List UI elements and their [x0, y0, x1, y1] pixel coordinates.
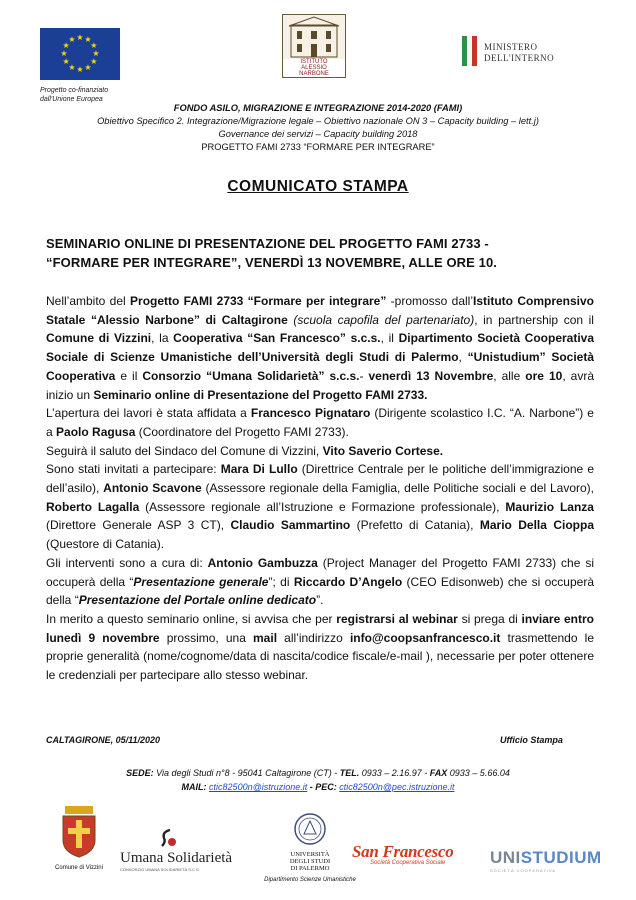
- umana-name: Umana Solidarietà: [120, 850, 233, 866]
- unistudium-logo: [490, 848, 602, 873]
- paragraph-speakers: Gli interventi sono a cura di: Antonio Gambuzza (Project Manager del Progetto FAMI 2733) che si occuperà della “Presentazione generale”; di Riccardo D’Angelo (CEO Edisonweb) che si occuperà della “Presentazione del Portale online dedicato”.: [46, 555, 594, 608]
- ministry-name-line: MINISTERO: [484, 42, 538, 52]
- eu-star-icon: ★: [62, 41, 70, 50]
- ministry-name-line: DELL'INTERNO: [484, 53, 555, 63]
- eu-star-icon: ★: [62, 57, 70, 66]
- address-line: [0, 768, 636, 778]
- registration-email-link[interactable]: info@coopsanfrancesco.it: [349, 630, 501, 645]
- pec-label: - PEC:: [307, 782, 337, 792]
- paragraph-opening: L’apertura dei lavori è stata affidata a Francesco Pignataro (Dirigente scolastico I.C. “A. Narbone”) e a Paolo Ragusa (Coordinatore del Progetto FAMI 2733).: [46, 406, 594, 439]
- unipa-logo: [264, 812, 356, 883]
- umana-subtitle: CONSORZIO UMANA SOLIDARIETÀ S.C.S.: [120, 867, 200, 872]
- program-fund-line: FONDO ASILO, MIGRAZIONE E INTEGRAZIONE 2014-2020 (FAMI): [173, 103, 463, 113]
- eu-star-icon: ★: [84, 62, 92, 72]
- paragraph-intro: Nell’ambito del Progetto FAMI 2733 “Formare per integrare” -promosso dall’Istituto Comprensivo Statale “Alessio Narbone” di Caltagirone (scuola capofila del partenariato), in partnership con il Comune di Vizzini, la Cooperativa “San Francesco” s.c.s., il Dipartimento Società Cooperativa Sociale di Scienze Umanistiche dell’Università degli Studi di Palermo, “Unistudium” Società Cooperativa e il Consorzio “Umana Solidarietà” s.c.s.- venerdì 13 Novembre, alle ore 10, avrà inizio un Seminario online di Presentazione del Progetto FAMI 2733.: [46, 294, 595, 402]
- press-office-label: Ufficio Stampa: [500, 735, 563, 745]
- ministry-logo: [462, 36, 602, 72]
- page-title: COMUNICATO STAMPA: [227, 178, 409, 195]
- seminar-heading-line: SEMINARIO ONLINE DI PRESENTAZIONE DEL PROGETTO FAMI 2733 -: [46, 236, 489, 251]
- unistudium-name-a: UNI: [490, 848, 521, 867]
- eu-caption-line: dall'Unione Europea: [40, 96, 103, 103]
- eu-caption-line: Progetto co-finanziato: [40, 87, 109, 94]
- unipa-department: Dipartimento Scienze Umanistiche: [264, 877, 356, 883]
- vizzini-crest-icon: [59, 806, 99, 858]
- program-governance-line: Governance dei servizi – Capacity building 2018: [218, 129, 418, 139]
- place-and-date: CALTAGIRONE, 05/11/2020: [46, 735, 161, 745]
- program-objective-line: Obiettivo Specifico 2. Integrazione/Migrazione legale – Obiettivo nazionale ON 3 – Capacity building – lett.j): [97, 116, 539, 126]
- mail-label: MAIL:: [181, 782, 207, 792]
- fax-value: 0933 – 5.66.04: [447, 768, 510, 778]
- unipa-name-line: DEGLI STUDI: [289, 858, 331, 865]
- ministry-name: [484, 42, 554, 64]
- vizzini-logo: [52, 806, 106, 871]
- eu-star-icon: ★: [84, 35, 92, 45]
- umana-solidarieta-logo: [120, 828, 238, 872]
- program-project-line: PROGETTO FAMI 2733 “FORMARE PER INTEGRARE”: [201, 142, 435, 152]
- eu-caption: [40, 86, 150, 104]
- eu-star-icon: ★: [76, 33, 84, 42]
- tel-label: TEL.: [339, 768, 360, 778]
- paragraph-guests: Sono stati invitati a partecipare: Mara Di Lullo (Direttrice Centrale per le politiche dell’immigrazione e dell’asilo), Antonio Scavone (Assessore regionale della Famiglia, delle Politiche sociali e del Lavoro), Roberto Lagalla (Assessore regionale all’Istruzione e Formazione professionale), Maurizio Lanza (Direttore Generale ASP 3 CT), Claudio Sammartino (Prefetto di Catania), Mario Della Cioppa (Questore di Catania).: [46, 462, 595, 552]
- school-name: [283, 59, 345, 77]
- contact-line: [0, 782, 636, 792]
- vizzini-caption: Comune di Vizzini: [55, 865, 103, 871]
- unistudium-subtitle: SOCIETÀ COOPERATIVA: [490, 868, 556, 873]
- eu-star-icon: ★: [68, 62, 76, 72]
- eu-star-icon: ★: [90, 41, 98, 50]
- press-release-body: [46, 292, 594, 685]
- eu-star-icon: ★: [76, 65, 84, 74]
- school-building-icon: [283, 15, 345, 59]
- eu-star-icon: ★: [68, 35, 76, 45]
- sede-address: Via degli Studi n°8 - 95041 Caltagirone (CT) -: [153, 768, 340, 778]
- eu-star-icon: ★: [92, 49, 100, 58]
- unistudium-name: [490, 848, 602, 868]
- school-name-line: NARBONE: [299, 71, 329, 77]
- unipa-name-line: UNIVERSITÀ: [290, 851, 330, 858]
- paragraph-registration: In merito a questo seminario online, si avvisa che per registrarsi al webinar si prega di inviare entro lunedì 9 novembre prossimo, una mail all’indirizzo info@coopsanfrancesco.it trasmettendo le proprie generalità (nome/cognome/data di nascita/codice fiscale/e-mail ), necessarie per poter ottenere le credenziali per partecipare allo stesso webinar.: [46, 611, 594, 683]
- school-name-line: ALESSIO: [301, 65, 327, 71]
- eu-logo-block: [40, 28, 150, 104]
- eu-star-icon: ★: [60, 49, 68, 58]
- seminar-heading-line: “FORMARE PER INTEGRARE”, VENERDÌ 13 NOVEMBRE, ALLE ORE 10.: [46, 255, 497, 270]
- san-francesco-logo: [352, 842, 470, 866]
- paragraph-mayor: Seguirà il saluto del Sindaco del Comune di Vizzini, Vito Saverio Cortese.: [46, 443, 444, 458]
- san-francesco-name: San Francesco: [352, 842, 454, 861]
- fax-label: FAX: [429, 768, 448, 778]
- mail-link[interactable]: ctic82500n@istruzione.it: [209, 782, 308, 792]
- school-logo: [282, 14, 346, 78]
- sede-label: SEDE:: [126, 768, 154, 778]
- san-francesco-subtitle: Società Cooperativa Sociale: [370, 860, 446, 866]
- school-name-line: ISTITUTO: [300, 59, 328, 65]
- unipa-name: [264, 851, 356, 872]
- unipa-name-line: DI PALERMO: [290, 865, 330, 872]
- unistudium-name-b: STUDIUM: [520, 848, 602, 867]
- tel-value: 0933 – 2.16.97 -: [359, 768, 430, 778]
- eu-flag-icon: [40, 28, 120, 80]
- umana-symbol-icon: [158, 828, 178, 850]
- unipa-seal-icon: [293, 812, 327, 846]
- italian-flag-icon: [462, 36, 476, 66]
- pec-link[interactable]: ctic82500n@pec.istruzione.it: [339, 782, 455, 792]
- eu-star-icon: ★: [90, 57, 98, 66]
